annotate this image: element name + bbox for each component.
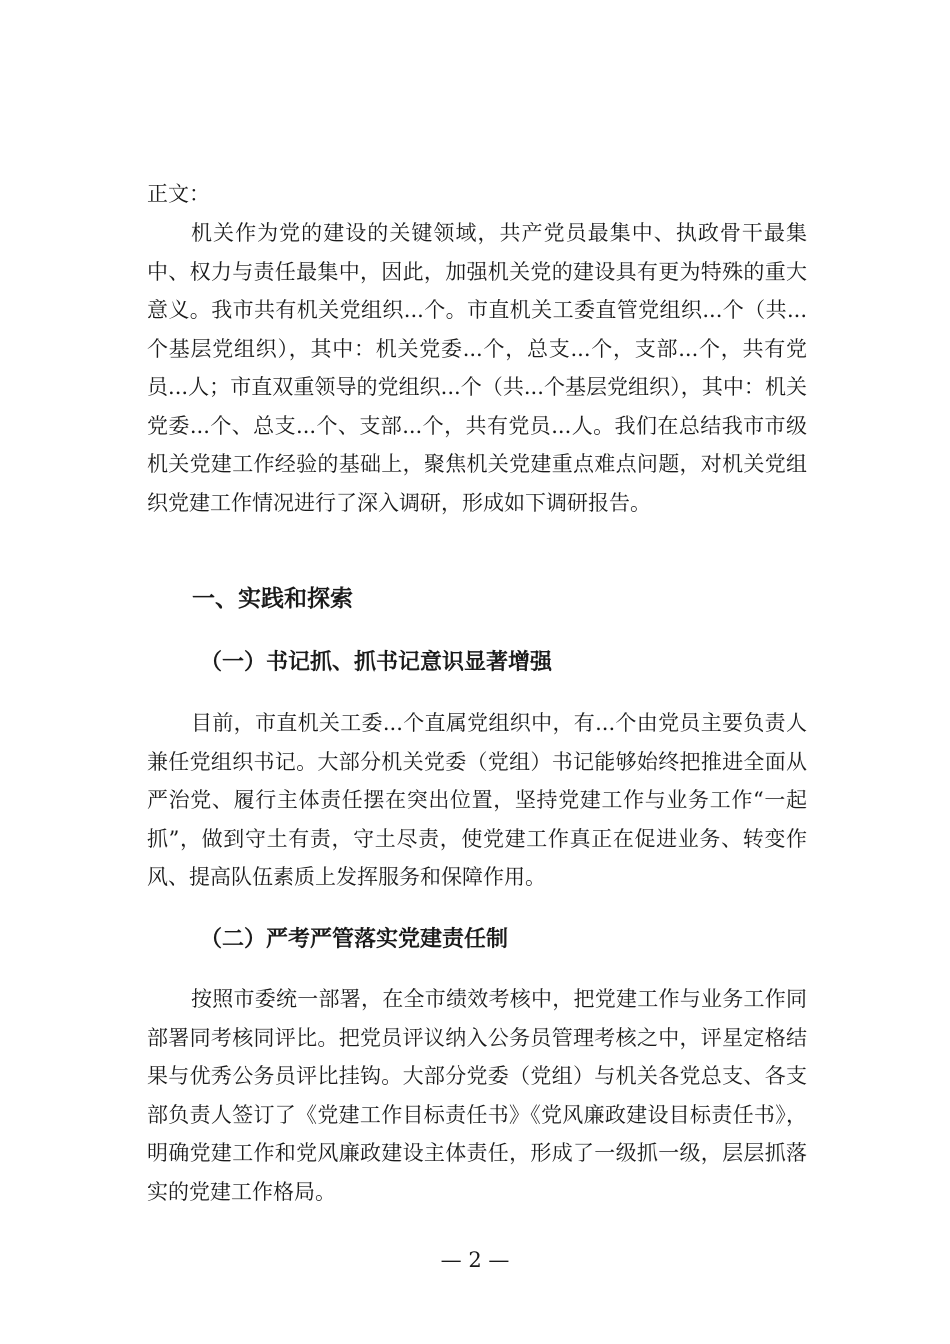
subsection-2-paragraph: 按照市委统一部署，在全市绩效考核中，把党建工作与业务工作同部署同考核同评比。把党员评议纳入公务员管理考核之中，评星定格结果与优秀公务员评比挂钩。大部分党委（党组）与机关各党总支、各支部负责人签订了《党建工作目标责任书》《党风廉政建设目标责任书》，明确党建工作和党风廉政建设主体责任，形成了一级抓一级，层层抓落实的党建工作格局。 (147, 987, 807, 1204)
page-number: — 2 — (440, 1248, 510, 1272)
section-heading-1: 一、实践和探索 (192, 586, 353, 612)
intro-paragraph: 机关作为党的建设的关键领域，共产党员最集中、执政骨干最集中、权力与责任最集中，因此，加强机关党的建设具有更为特殊的重大意义。我市共有机关党组织...个。市直机关工委直管党组织...个（共...个基层党组织），其中：机关党委...个，总支...个，支部...个，共有党员...人；市直双重领导的党组织...个（共...个基层党组织），其中：机关党委...个、总支...个、支部...个，共有党员...人。我们在总结我市市级机关党建工作经验的基础上，聚焦机关党建重点难点问题，对机关党组织党建工作情况进行了深入调研，形成如下调研报告。 (147, 221, 807, 515)
subsection-1-paragraph: 目前，市直机关工委...个直属党组织中，有...个由党员主要负责人兼任党组织书记。大部分机关党委（党组）书记能够始终把推进全面从严治党、履行主体责任摆在突出位置，坚持党建工作与业务工作“一起抓”，做到守土有责，守土尽责，使党建工作真正在促进业务、转变作风、提高队伍素质上发挥服务和保障作用。 (147, 711, 807, 889)
body-label: 正文： (147, 182, 210, 206)
subsection-heading-1: （一）书记抓、抓书记意识显著增强 (200, 649, 553, 675)
subsection-heading-2: （二）严考严管落实党建责任制 (200, 926, 509, 952)
